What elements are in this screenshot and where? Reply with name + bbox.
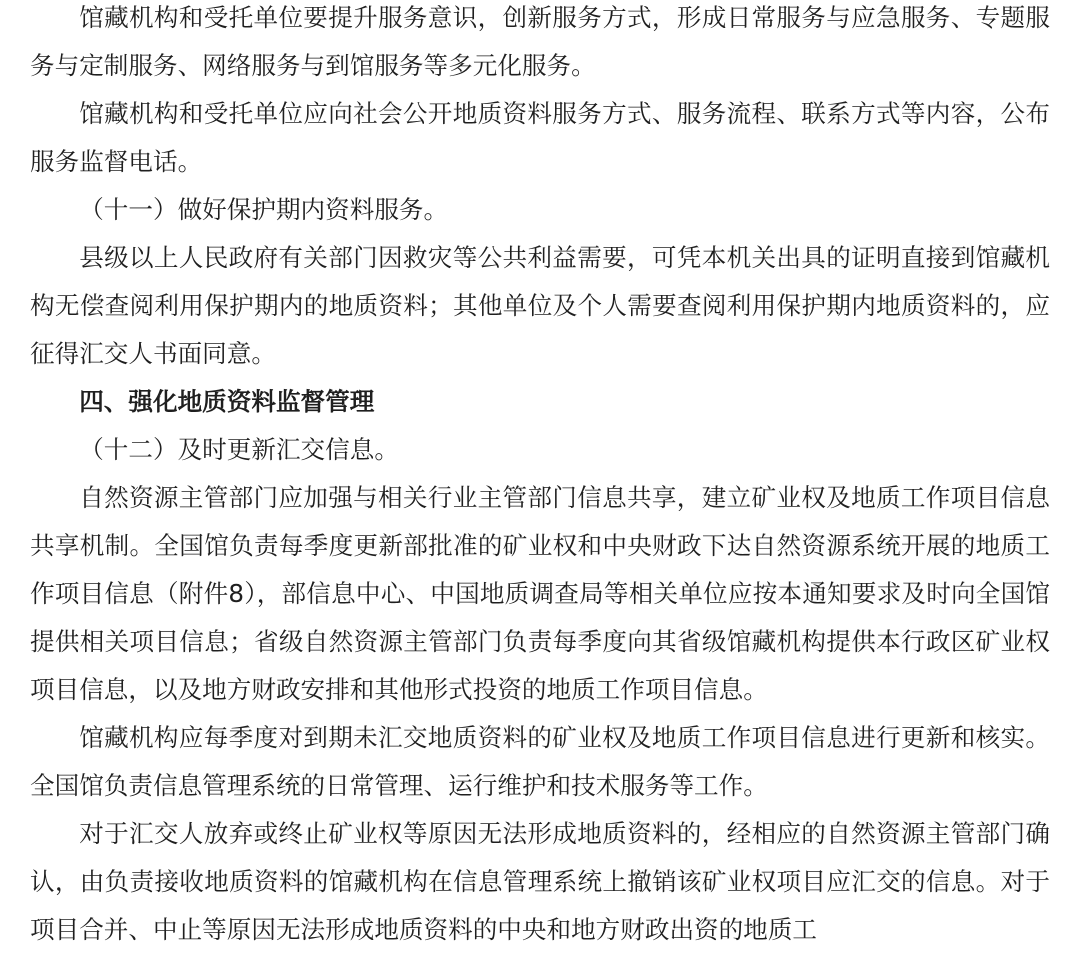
subheading-11: （十一）做好保护期内资料服务。 [79, 195, 449, 224]
section-heading-4: 四、强化地质资料监督管理 [79, 387, 375, 416]
paragraph-quarterly-update: 馆藏机构应每季度对到期未汇交地质资料的矿业权及地质工作项目信息进行更新和核实。全国馆负责信息管理系统的日常管理、运行维护和技术服务等工作。 [30, 723, 1050, 800]
paragraph-service-diversification: 馆藏机构和受托单位要提升服务意识，创新服务方式，形成日常服务与应急服务、专题服务与定制服务、网络服务与到馆服务等多元化服务。 [30, 3, 1050, 80]
paragraph-revocation: 对于汇交人放弃或终止矿业权等原因无法形成地质资料的，经相应的自然资源主管部门确认，由负责接收地质资料的馆藏机构在信息管理系统上撤销该矿业权项目应汇交的信息。对于项目合并、中止等原因无法形成地质资料的中央和地方财政出资的地质工 [30, 819, 1050, 944]
paragraph-info-sharing: 自然资源主管部门应加强与相关行业主管部门信息共享，建立矿业权及地质工作项目信息共享机制。全国馆负责每季度更新部批准的矿业权和中央财政下达自然资源系统开展的地质工作项目信息（附件8），部信息中心、中国地质调查局等相关单位应按本通知要求及时向全国馆提供相关项目信息；省级自然资源主管部门负责每季度向其省级馆藏机构提供本行政区矿业权项目信息，以及地方财政安排和其他形式投资的地质工作项目信息。 [30, 483, 1050, 704]
subheading-12: （十二）及时更新汇交信息。 [79, 435, 399, 464]
paragraph-protected-period-access: 县级以上人民政府有关部门因救灾等公共利益需要，可凭本机关出具的证明直接到馆藏机构无偿查阅利用保护期内的地质资料；其他单位及个人需要查阅利用保护期内地质资料的，应征得汇交人书面同意。 [30, 243, 1050, 368]
document-body [30, 0, 1050, 954]
paragraph-service-disclosure: 馆藏机构和受托单位应向社会公开地质资料服务方式、服务流程、联系方式等内容，公布服务监督电话。 [30, 99, 1050, 176]
